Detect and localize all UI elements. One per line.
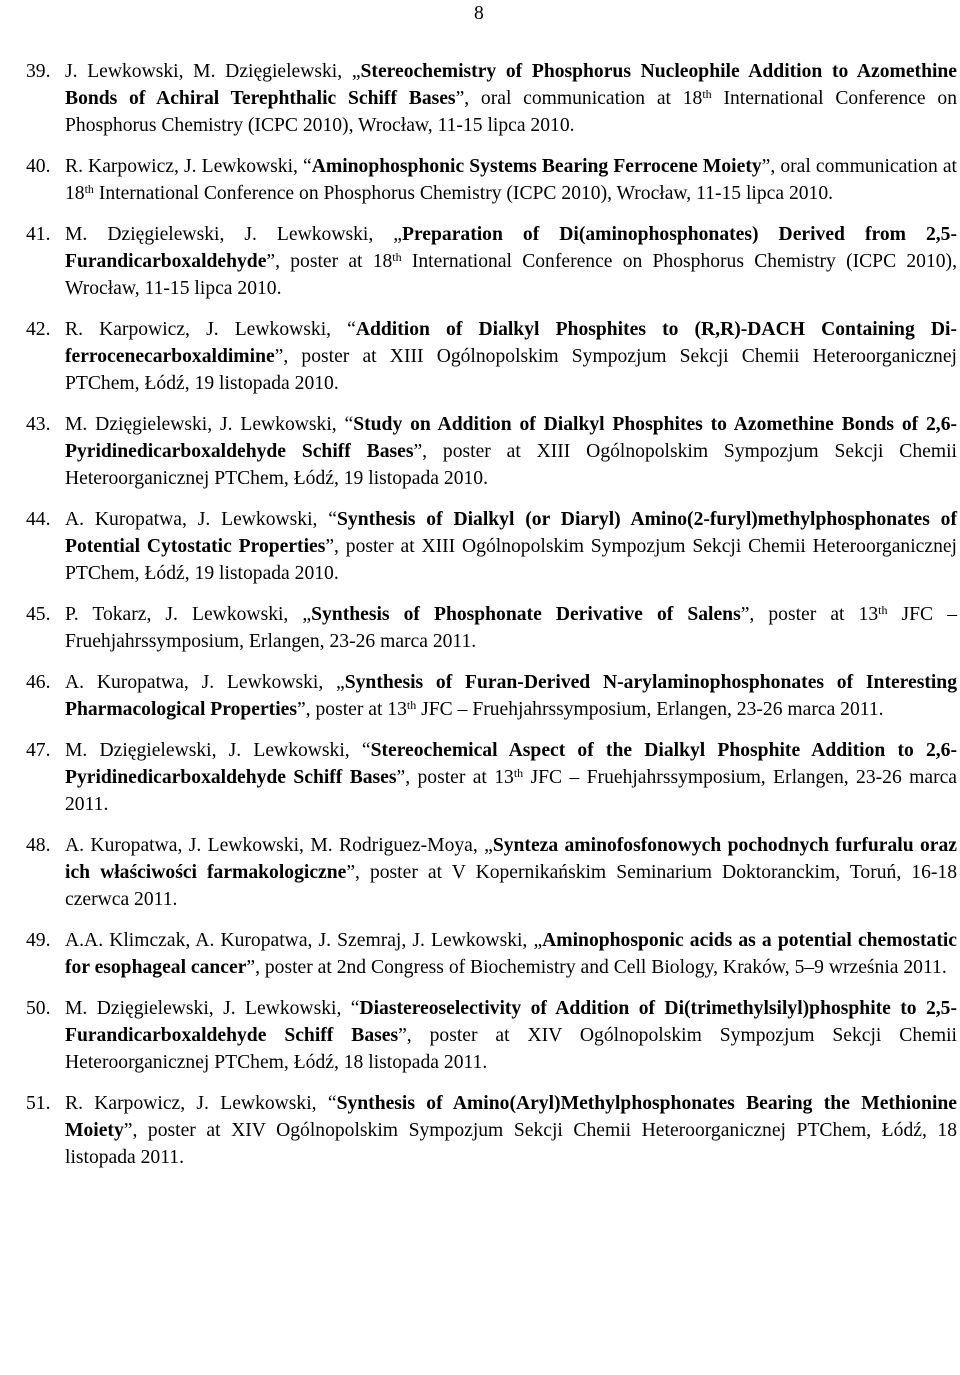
superscript: th [878, 603, 888, 617]
entry-text-fragment: J. Lewkowski, M. Dzięgielewski, „ [65, 61, 361, 82]
entry-text-fragment: JFC – Fruehjahrssymposium, Erlangen, 23-26 marca 2011. [65, 767, 957, 815]
entry-text-fragment: A. Kuropatwa, J. Lewkowski, „ [65, 672, 345, 693]
entry-number: 45. [26, 604, 51, 625]
entry-number: 40. [26, 156, 51, 177]
entry-text [65, 601, 957, 655]
entry-text-fragment: ”, oral communication at 18 [455, 88, 703, 109]
entry-text [65, 316, 957, 397]
entry-number: 43. [26, 414, 51, 435]
list-item [26, 316, 957, 397]
entry-text-fragment: M. Dzięgielewski, J. Lewkowski, “ [65, 414, 354, 435]
entry-text-fragment: ”, poster at V Kopernikańskim Seminarium Doktoranckim, Toruń, 16-18 czerwca 2011. [65, 862, 957, 910]
entry-title: Preparation of Di(aminophosphonates) Derived from 2,5-Furandicarboxaldehyde [65, 224, 957, 272]
entry-title: Addition of Dialkyl Phosphites to (R,R)-DACH Containing Di-ferrocenecarboxaldimine [65, 319, 957, 367]
entry-text-fragment: ”, poster at 13 [396, 767, 514, 788]
entry-title: Aminophosponic acids as a potential chemostatic for esophageal cancer [65, 930, 957, 978]
entry-text-fragment: JFC – Fruehjahrssymposium, Erlangen, 23-26 marca 2011. [65, 604, 957, 652]
entry-text-fragment: JFC – Fruehjahrssymposium, Erlangen, 23-26 marca 2011. [416, 699, 884, 720]
entry-text-fragment: A.A. Klimczak, A. Kuropatwa, J. Szemraj, J. Lewkowski, „ [65, 930, 543, 951]
entry-number: 46. [26, 672, 51, 693]
entry-text-fragment: ”, poster at XIII Ogólnopolskim Sympozjum Sekcji Chemii Heteroorganicznej PTChem, Łódź, 19 listopada 2010. [65, 346, 957, 394]
entry-text [65, 737, 957, 818]
entry-number: 41. [26, 224, 51, 245]
entry-number: 50. [26, 998, 51, 1019]
list-item [26, 221, 957, 302]
entry-text-fragment: ”, poster at 13 [740, 604, 879, 625]
entry-number: 39. [26, 61, 51, 82]
entry-text-fragment: ”, oral communication at 18 [65, 156, 957, 204]
entry-title: Synthesis of Amino(Aryl)Methylphosphonates Bearing the Methionine Moiety [65, 1093, 957, 1141]
entry-text [65, 506, 957, 587]
entry-title: Synteza aminofosfonowych pochodnych furfuralu oraz ich właściwości farmakologiczne [65, 835, 957, 883]
entry-number: 49. [26, 930, 51, 951]
entry-number: 47. [26, 740, 51, 761]
entry-text-fragment: M. Dzięgielewski, J. Lewkowski, “ [65, 740, 371, 761]
entry-text [65, 221, 957, 302]
entry-number: 44. [26, 509, 51, 530]
entry-title: Stereochemical Aspect of the Dialkyl Phosphite Addition to 2,6-Pyridinedicarboxaldehyde Schiff Bases [65, 740, 957, 788]
entry-title: Aminophosphonic Systems Bearing Ferrocene Moiety [311, 156, 762, 177]
list-item [26, 927, 957, 981]
entry-text-fragment: A. Kuropatwa, J. Lewkowski, M. Rodriguez-Moya, „ [65, 835, 493, 856]
list-item [26, 411, 957, 492]
entry-text-fragment: M. Dzięgielewski, J. Lewkowski, “ [65, 998, 360, 1019]
entry-text [65, 1090, 957, 1171]
entry-text-fragment: ”, poster at 13 [296, 699, 407, 720]
entry-text [65, 411, 957, 492]
entry-text-fragment: ”, poster at XIII Ogólnopolskim Sympozjum Sekcji Chemii Heteroorganicznej PTChem, Łódź, 19 listopada 2010. [65, 536, 958, 584]
entry-text-fragment: R. Karpowicz, J. Lewkowski, “ [65, 156, 312, 177]
entry-title: Synthesis of Dialkyl (or Diaryl) Amino(2-furyl)methylphosphonates of Potential Cytostatic Properties [65, 509, 957, 557]
entry-title: Diastereoselectivity of Addition of Di(trimethylsilyl)phosphite to 2,5-Furandicarboxaldehyde Schiff Bases [65, 998, 957, 1046]
entry-number: 42. [26, 319, 51, 340]
entry-text-fragment: International Conference on Phosphorus Chemistry (ICPC 2010), Wrocław, 11-15 lipca 2010. [93, 183, 834, 204]
entry-title: Stereochemistry of Phosphorus Nucleophile Addition to Azomethine Bonds of Achiral Terephthalic Schiff Bases [65, 61, 958, 109]
list-item [26, 58, 957, 139]
entry-number: 48. [26, 835, 51, 856]
entry-text [65, 669, 957, 723]
list-item [26, 1090, 957, 1171]
entry-text-fragment: ”, poster at XIII Ogólnopolskim Sympozjum Sekcji Chemii Heteroorganicznej PTChem, Łódź, 19 listopada 2010. [65, 441, 957, 489]
entry-number: 51. [26, 1093, 51, 1114]
list-item [26, 153, 957, 207]
entry-text-fragment: International Conference on Phosphorus Chemistry (ICPC 2010), Wrocław, 11-15 lipca 2010. [65, 251, 957, 299]
publication-list [26, 58, 957, 1185]
superscript: th [513, 766, 524, 780]
entry-text [65, 927, 957, 981]
entry-text-fragment: ”, poster at XIV Ogólnopolskim Sympozjum Sekcji Chemii Heteroorganicznej PTChem, Łódź, 18 listopada 2011. [65, 1025, 957, 1073]
entry-text-fragment: ”, poster at 18 [266, 251, 393, 272]
entry-text [65, 58, 957, 139]
entry-text-fragment: ”, poster at 2nd Congress of Biochemistry and Cell Biology, Kraków, 5–9 września 2011. [246, 957, 947, 978]
entry-text-fragment: R. Karpowicz, J. Lewkowski, “ [65, 1093, 337, 1114]
page-number: 8 [474, 3, 484, 24]
list-item [26, 669, 957, 723]
entry-text-fragment: R. Karpowicz, J. Lewkowski, “ [65, 319, 356, 340]
superscript: th [406, 698, 417, 712]
superscript: th [84, 182, 94, 196]
entry-text [65, 995, 957, 1076]
list-item [26, 506, 957, 587]
entry-text [65, 832, 957, 913]
entry-text [65, 153, 957, 207]
entry-text-fragment: M. Dzięgielewski, J. Lewkowski, „ [65, 224, 402, 245]
entry-text-fragment: International Conference on Phosphorus Chemistry (ICPC 2010), Wrocław, 11-15 lipca 2010. [65, 88, 957, 136]
entry-title: Synthesis of Furan-Derived N-arylaminophosphonates of Interesting Pharmacological Properties [65, 672, 957, 720]
list-item [26, 737, 957, 818]
list-item [26, 995, 957, 1076]
list-item [26, 832, 957, 913]
list-item [26, 601, 957, 655]
superscript: th [392, 250, 402, 264]
entry-title: Study on Addition of Dialkyl Phosphites to Azomethine Bonds of 2,6-Pyridinedicarboxaldehyde Schiff Bases [65, 414, 958, 462]
entry-text-fragment: A. Kuropatwa, J. Lewkowski, “ [65, 509, 337, 530]
entry-text-fragment: ”, poster at XIV Ogólnopolskim Sympozjum Sekcji Chemii Heteroorganicznej PTChem, Łódź, 18 listopada 2011. [65, 1120, 957, 1168]
superscript: th [702, 87, 712, 101]
entry-title: Synthesis of Phosphonate Derivative of Salens [311, 604, 741, 625]
entry-text-fragment: P. Tokarz, J. Lewkowski, „ [65, 604, 312, 625]
